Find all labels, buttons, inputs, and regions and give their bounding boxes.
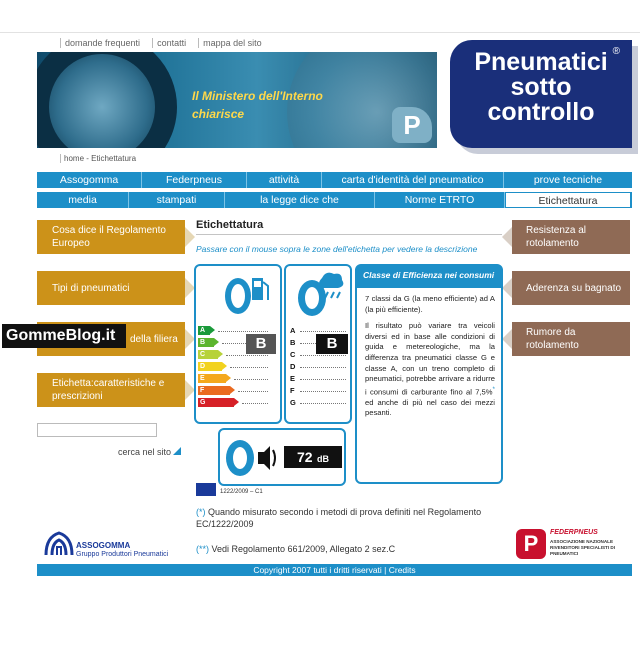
top-links	[60, 38, 274, 48]
assogomma-mark-icon	[44, 531, 74, 557]
noise-tyre-icon	[224, 436, 280, 480]
footnote-2-text: Vedi Regolamento 661/2009, Allegato 2 sez.C	[209, 544, 396, 554]
menu-regolamento-europeo[interactable]: Cosa dice il Regolamento Europeo	[37, 220, 185, 254]
registered-mark: ®	[612, 46, 620, 57]
brand-logo[interactable]	[450, 40, 632, 148]
dotted-leader	[300, 379, 346, 380]
footnote-2-mark: (**)	[196, 544, 209, 554]
brand-line-2: sotto	[510, 73, 572, 101]
fuel-efficiency-panel[interactable]	[194, 264, 282, 424]
dotted-leader	[242, 403, 268, 404]
info-paragraph-2-end: ed anche di più nel caso dei mezzi pesanti.	[365, 397, 495, 418]
menu-rumore-rotolamento[interactable]: Rumore da rotolamento	[512, 322, 630, 356]
brand-line-1: Pneumatici	[474, 48, 608, 76]
tyre-image	[37, 52, 177, 148]
title-divider	[196, 234, 502, 235]
dotted-leader	[300, 355, 346, 356]
fuel-grade-marker	[246, 334, 276, 354]
fuel-grade-bar: C	[198, 350, 218, 359]
dotted-leader	[300, 331, 346, 332]
nav-norme-etrto[interactable]: Norme ETRTO	[375, 192, 505, 208]
fuel-grade-value: B	[255, 335, 267, 352]
dotted-leader	[230, 367, 268, 368]
assogomma-sub: Gruppo Produttori Pneumatici	[76, 551, 169, 558]
wet-grade-marker	[316, 334, 348, 354]
eu-flag-icon	[196, 483, 216, 496]
search-input[interactable]	[37, 423, 157, 437]
info-paragraph-2-text: Il risultato può variare tra veicoli diversi ed in base alle condizioni di guida e metereologiche, ma la differenza tra pneumatici classe G e classe A, con un treno completo di pneumatici, potrebbe arrivare a ridurre i consumi di carburante fino al 7,5%	[365, 321, 495, 397]
federpneus-p-icon: P	[516, 529, 546, 559]
page-title: Etichettatura	[196, 219, 264, 231]
wet-grade-label: A	[290, 326, 296, 335]
menu-resistenza-rotolamento[interactable]: Resistenza al rotolamento	[512, 220, 630, 254]
nav-etichettatura[interactable]: Etichettatura	[505, 192, 630, 208]
info-header: Classe di Efficienza nei consumi	[357, 266, 501, 288]
contacts-link[interactable]: contatti	[152, 38, 192, 48]
faq-link[interactable]: domande frequenti	[60, 38, 146, 48]
gommeblog-watermark: GommeBlog.it	[2, 324, 126, 348]
fuel-grade-bar: A	[198, 326, 210, 335]
wet-grade-label: C	[290, 350, 296, 359]
wet-grip-tyre-icon	[292, 268, 348, 318]
dotted-leader	[300, 403, 346, 404]
main-nav-row-1	[37, 172, 632, 188]
assogomma-name: ASSOGOMMA	[76, 541, 131, 550]
wet-grip-panel[interactable]	[284, 264, 352, 424]
wet-grade-label: E	[290, 374, 296, 383]
nav-stampati[interactable]: stampati	[129, 192, 225, 208]
efficiency-info-box	[355, 264, 503, 484]
search-link[interactable]	[118, 447, 181, 457]
dotted-leader	[238, 391, 268, 392]
info-paragraph-2	[365, 321, 495, 419]
nav-prove-tecniche[interactable]: prove tecniche	[533, 174, 603, 186]
wet-grade-label: G	[290, 398, 296, 407]
wet-grade-label: B	[290, 338, 296, 347]
dotted-leader	[300, 391, 346, 392]
fuel-grade-bar: G	[198, 398, 234, 407]
dotted-leader	[234, 379, 268, 380]
noise-value-badge	[284, 446, 342, 468]
banner-line-2: chiarisce	[192, 107, 245, 121]
dotted-leader	[300, 367, 346, 368]
noise-value: 72	[296, 449, 313, 465]
menu-etichetta-caratteristiche[interactable]: Etichetta:caratteristiche e prescrizioni	[37, 373, 185, 407]
nav-carta-identita[interactable]: carta d'identità del pneumatico	[322, 172, 504, 188]
footnote-2	[196, 543, 496, 555]
top-divider	[0, 32, 640, 33]
breadcrumb[interactable]: home - Etichettatura	[60, 154, 136, 163]
wet-grade-label: D	[290, 362, 296, 371]
nav-attivita[interactable]: attività	[247, 172, 322, 188]
arrow-icon	[173, 447, 181, 455]
footnote-1-mark: (*)	[196, 507, 206, 517]
nav-media[interactable]: media	[37, 192, 129, 208]
main-nav-row-2	[37, 192, 632, 208]
nav-assogomma[interactable]: Assogomma	[37, 172, 142, 188]
header-banner	[37, 52, 437, 148]
fuel-grade-bar: B	[198, 338, 214, 347]
menu-filiera[interactable]: della filiera	[37, 322, 185, 356]
nav-federpneus[interactable]: Federpneus	[142, 172, 247, 188]
regulation-code: 1222/2009 – C1	[220, 489, 263, 495]
sitemap-link[interactable]: mappa del sito	[198, 38, 268, 48]
federpneus-name: FEDERPNEUS	[550, 529, 598, 536]
wet-grade-value: B	[326, 335, 338, 352]
noise-panel[interactable]	[218, 428, 346, 486]
info-paragraph-1: 7 classi da G (la meno efficiente) ad A (la più efficiente).	[365, 294, 495, 314]
noise-unit: dB	[317, 454, 330, 464]
fuel-pump-tyre-icon	[222, 272, 272, 316]
page-subtitle: Passare con il mouse sopra le zone dell'etichetta per vedere la descrizione	[196, 244, 478, 254]
info-footnote-mark: *	[492, 385, 495, 393]
fuel-grade-bar: F	[198, 386, 230, 395]
footnote-1-text: Quando misurato secondo i metodi di prova definiti nel Regolamento EC/1222/2009	[196, 507, 482, 529]
footer: Copyright 2007 tutti i dritti riservati | Credits	[37, 564, 632, 576]
federpneus-sub: ASSOCIAZIONE NAZIONALE RIVENDITORI SPECIALISTI DI PNEUMATICI	[550, 539, 616, 556]
menu-tipi-pneumatici[interactable]: Tipi di pneumatici	[37, 271, 185, 305]
menu-aderenza-bagnato[interactable]: Aderenza su bagnato	[512, 271, 630, 305]
fuel-grade-bar: D	[198, 362, 222, 371]
dotted-leader	[226, 355, 268, 356]
footnote-1	[196, 506, 496, 530]
p-logo-icon: P	[392, 107, 432, 143]
wet-grade-label: F	[290, 386, 295, 395]
banner-line-1: Il Ministero dell'Interno	[192, 89, 323, 103]
nav-legge[interactable]: la legge dice che	[225, 192, 375, 208]
search-link-label: cerca nel sito	[118, 447, 172, 457]
dotted-leader	[218, 331, 268, 332]
brand-line-3: controllo	[487, 98, 595, 126]
fuel-grade-bar: E	[198, 374, 226, 383]
